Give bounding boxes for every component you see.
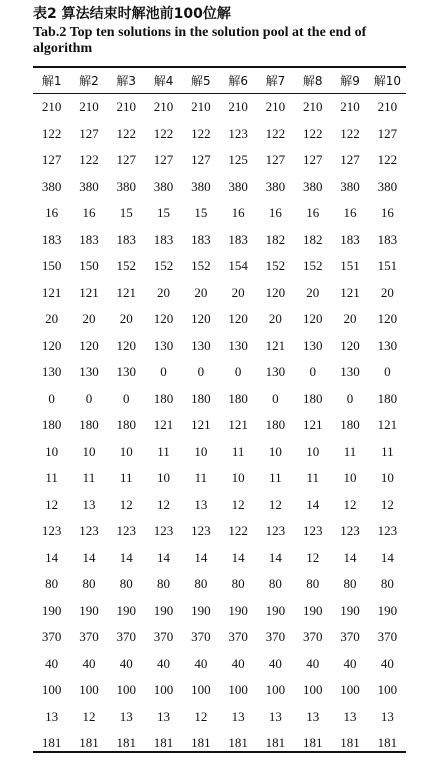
- column-header: 解2: [79, 74, 99, 88]
- table-cell: 100: [153, 682, 174, 698]
- table-cell: 16: [380, 205, 394, 221]
- table-cell: 380: [153, 178, 174, 194]
- table-cell: 121: [191, 417, 211, 433]
- table-cell: 40: [119, 655, 133, 671]
- table-cell: 151: [377, 258, 398, 274]
- table-cell: 121: [340, 284, 360, 300]
- table-cell: 183: [153, 231, 174, 247]
- table-cell: 122: [116, 125, 136, 141]
- table-cell: 151: [340, 258, 360, 274]
- table-cell: 13: [194, 496, 208, 512]
- table-cell: 13: [380, 708, 394, 724]
- table-cell: 370: [228, 629, 248, 645]
- caption-chinese: 表2 算法结束时解池前100位解: [33, 6, 231, 22]
- table-cell: 130: [302, 337, 323, 353]
- table-cell: 180: [228, 390, 248, 406]
- table-cell: 10: [119, 443, 133, 459]
- table-cell: 12: [82, 708, 96, 724]
- table-cell: 80: [306, 576, 320, 592]
- table-cell: 121: [228, 417, 248, 433]
- table-cell: 181: [302, 735, 323, 751]
- table-cell: 370: [265, 629, 286, 645]
- column-header: 解5: [191, 74, 211, 88]
- table-cell: 0: [346, 390, 354, 406]
- table-cell: 130: [340, 364, 360, 380]
- table-cell: 182: [302, 231, 323, 247]
- table-cell: 100: [228, 682, 248, 698]
- table-cell: 10: [194, 443, 208, 459]
- table-cell: 130: [265, 364, 286, 380]
- table-cell: 190: [302, 602, 323, 618]
- table-cell: 210: [377, 99, 398, 115]
- table-cell: 11: [343, 443, 357, 459]
- table-cell: 182: [265, 231, 286, 247]
- table-cell: 183: [79, 231, 99, 247]
- table-cell: 100: [116, 682, 136, 698]
- table-cell: 15: [119, 205, 133, 221]
- table-cell: 370: [153, 629, 174, 645]
- table-row: [33, 121, 406, 148]
- table-cell: 13: [119, 708, 133, 724]
- table-cell: 20: [45, 311, 59, 327]
- table-cell: 127: [41, 152, 62, 168]
- table-cell: 0: [272, 390, 279, 406]
- table-cell: 180: [377, 390, 398, 406]
- table-cell: 181: [153, 735, 174, 751]
- table-cell: 14: [268, 549, 282, 565]
- table-cell: 152: [191, 258, 211, 274]
- table-cell: 11: [306, 470, 319, 486]
- table-cell: 0: [85, 390, 93, 406]
- bottom-rule: [33, 751, 406, 753]
- table-cell: 180: [41, 417, 62, 433]
- table-cell: 123: [377, 523, 398, 539]
- table-cell: 120: [265, 284, 286, 300]
- table-cell: 127: [340, 152, 360, 168]
- table-cell: 380: [41, 178, 62, 194]
- table-cell: 121: [302, 417, 323, 433]
- table-cell: 12: [119, 496, 133, 512]
- table-cell: 130: [191, 337, 211, 353]
- table-cell: 181: [228, 735, 248, 751]
- table-cell: 121: [41, 284, 62, 300]
- table-cell: 190: [340, 602, 360, 618]
- table-row: [33, 253, 406, 280]
- table-cell: 180: [79, 417, 99, 433]
- table-cell: 120: [153, 311, 174, 327]
- table-cell: 370: [79, 629, 99, 645]
- table-cell: 13: [306, 708, 320, 724]
- table-cell: 121: [79, 284, 99, 300]
- table-cell: 16: [45, 205, 59, 221]
- table-row: [33, 94, 406, 121]
- table-cell: 10: [82, 443, 96, 459]
- table-cell: 154: [228, 258, 248, 274]
- table-cell: 180: [153, 390, 174, 406]
- column-header: 解1: [41, 74, 62, 88]
- table-cell: 16: [343, 205, 357, 221]
- table-cell: 120: [228, 311, 248, 327]
- table-cell: 11: [45, 470, 58, 486]
- table-cell: 122: [153, 125, 174, 141]
- table-row: [33, 306, 406, 333]
- table-row: [33, 200, 406, 227]
- table-cell: 0: [309, 364, 316, 380]
- table-cell: 183: [377, 231, 398, 247]
- table-cell: 20: [194, 284, 208, 300]
- table-cell: 190: [191, 602, 211, 618]
- table-cell: 210: [191, 99, 211, 115]
- table-cell: 183: [116, 231, 136, 247]
- table-cell: 12: [194, 708, 208, 724]
- table-cell: 40: [306, 655, 320, 671]
- table-cell: 123: [79, 523, 99, 539]
- table-cell: 0: [197, 364, 205, 380]
- table-cell: 120: [41, 337, 62, 353]
- table-cell: 122: [265, 125, 286, 141]
- table-cell: 13: [343, 708, 357, 724]
- table-cell: 16: [268, 205, 282, 221]
- table-cell: 210: [153, 99, 174, 115]
- table-cell: 121: [153, 417, 174, 433]
- table-row: [33, 571, 406, 598]
- table-cell: 12: [306, 549, 320, 565]
- table-cell: 370: [340, 629, 360, 645]
- table-cell: 14: [119, 549, 133, 565]
- table-cell: 190: [265, 602, 286, 618]
- table-cell: 183: [340, 231, 360, 247]
- table-cell: 121: [116, 284, 136, 300]
- table-row: [33, 412, 406, 439]
- table-cell: 15: [194, 205, 208, 221]
- table-cell: 80: [268, 576, 282, 592]
- table-cell: 14: [82, 549, 96, 565]
- table-cell: 13: [231, 708, 245, 724]
- table-cell: 80: [231, 576, 245, 592]
- table-cell: 100: [191, 682, 211, 698]
- table-row: [33, 227, 406, 254]
- table-cell: 16: [82, 205, 96, 221]
- table-cell: 80: [380, 576, 394, 592]
- table-cell: 11: [157, 443, 170, 459]
- table-cell: 80: [119, 576, 133, 592]
- table-cell: 11: [381, 443, 394, 459]
- table-cell: 370: [302, 629, 323, 645]
- table-cell: 190: [377, 602, 398, 618]
- table-cell: 380: [377, 178, 398, 194]
- table-cell: 181: [377, 735, 398, 751]
- table-cell: 40: [82, 655, 96, 671]
- table-cell: 0: [122, 390, 130, 406]
- table-row: [33, 624, 406, 651]
- table-cell: 130: [228, 337, 248, 353]
- table-row: [33, 174, 406, 201]
- table-cell: 130: [41, 364, 62, 380]
- table-cell: 10: [231, 470, 245, 486]
- table-cell: 180: [191, 390, 211, 406]
- table-cell: 14: [380, 549, 394, 565]
- table-row: [33, 518, 406, 545]
- table-cell: 152: [265, 258, 286, 274]
- table-cell: 181: [191, 735, 211, 751]
- table-cell: 152: [116, 258, 136, 274]
- table-cell: 80: [157, 576, 171, 592]
- table-cell: 12: [380, 496, 394, 512]
- table-cell: 12: [343, 496, 357, 512]
- table-cell: 183: [228, 231, 248, 247]
- table-cell: 210: [302, 99, 323, 115]
- table-cell: 20: [231, 284, 245, 300]
- table-cell: 0: [48, 390, 55, 406]
- table-cell: 14: [231, 549, 245, 565]
- table-cell: 100: [377, 682, 398, 698]
- table-cell: 210: [228, 99, 248, 115]
- table-row: [33, 280, 406, 307]
- table-cell: 180: [340, 417, 360, 433]
- table-cell: 122: [228, 523, 248, 539]
- table-cell: 20: [82, 311, 96, 327]
- table-cell: 190: [153, 602, 174, 618]
- table-cell: 80: [343, 576, 357, 592]
- table-cell: 210: [340, 99, 360, 115]
- table-cell: 11: [269, 470, 282, 486]
- table-cell: 127: [302, 152, 323, 168]
- table-cell: 125: [228, 152, 248, 168]
- table-cell: 127: [79, 125, 99, 141]
- column-header: 解6: [228, 74, 248, 88]
- table-cell: 20: [119, 311, 133, 327]
- table-cell: 13: [45, 708, 59, 724]
- table-cell: 121: [377, 417, 398, 433]
- table-row: [33, 465, 406, 492]
- table-cell: 40: [380, 655, 394, 671]
- table-cell: 40: [194, 655, 208, 671]
- table-cell: 122: [340, 125, 360, 141]
- column-header: 解9: [340, 74, 360, 88]
- table-cell: 152: [302, 258, 323, 274]
- table-cell: 14: [306, 496, 320, 512]
- table-header: [33, 68, 406, 93]
- table-cell: 10: [268, 443, 282, 459]
- table-cell: 13: [82, 496, 96, 512]
- table-cell: 181: [116, 735, 136, 751]
- caption-english: Tab.2 Top ten solutions in the solution pool at the end of algorithm: [33, 25, 367, 56]
- table-cell: 100: [41, 682, 62, 698]
- table-cell: 122: [41, 125, 62, 141]
- table-cell: 40: [45, 655, 59, 671]
- table-row: [33, 598, 406, 625]
- table-row: [33, 651, 406, 678]
- table-row: [33, 704, 406, 731]
- table-cell: 123: [116, 523, 136, 539]
- table-cell: 13: [268, 708, 282, 724]
- table-cell: 14: [157, 549, 171, 565]
- table-cell: 12: [231, 496, 245, 512]
- table-cell: 380: [191, 178, 211, 194]
- table-cell: 123: [41, 523, 62, 539]
- column-header: 解4: [153, 74, 174, 88]
- table-cell: 80: [82, 576, 96, 592]
- table-cell: 20: [268, 311, 282, 327]
- table-cell: 14: [45, 549, 59, 565]
- table-cell: 100: [340, 682, 360, 698]
- table-cell: 122: [377, 152, 398, 168]
- table-cell: 10: [343, 470, 357, 486]
- table-cell: 190: [228, 602, 248, 618]
- table-cell: 100: [302, 682, 323, 698]
- table-cell: 16: [231, 205, 245, 221]
- table-cell: 80: [194, 576, 208, 592]
- table-cell: 20: [157, 284, 171, 300]
- table-cell: 130: [153, 337, 174, 353]
- table-cell: 10: [157, 470, 171, 486]
- table-cell: 123: [265, 523, 286, 539]
- table-cell: 181: [265, 735, 286, 751]
- table-cell: 120: [302, 311, 323, 327]
- table-cell: 190: [41, 602, 62, 618]
- table-cell: 127: [116, 152, 136, 168]
- table-cell: 370: [191, 629, 211, 645]
- table-cell: 20: [380, 284, 394, 300]
- table-cell: 12: [45, 496, 59, 512]
- table-cell: 127: [191, 152, 211, 168]
- table-cell: 123: [340, 523, 360, 539]
- table-cell: 16: [306, 205, 320, 221]
- table-cell: 127: [265, 152, 286, 168]
- table-cell: 130: [116, 364, 136, 380]
- table-caption: [33, 6, 413, 57]
- table-cell: 180: [116, 417, 136, 433]
- table-cell: 122: [191, 125, 211, 141]
- table-body: [33, 94, 406, 757]
- column-header: 解10: [373, 74, 401, 88]
- table-cell: 190: [79, 602, 99, 618]
- column-header: 解8: [302, 74, 323, 88]
- table-row: [33, 439, 406, 466]
- table-row: [33, 333, 406, 360]
- table-cell: 130: [377, 337, 398, 353]
- table-row: [33, 677, 406, 704]
- table-cell: 11: [194, 470, 208, 486]
- table-cell: 380: [116, 178, 136, 194]
- table-row: [33, 492, 406, 519]
- table-cell: 130: [79, 364, 99, 380]
- table-cell: 210: [116, 99, 136, 115]
- table-cell: 11: [119, 470, 133, 486]
- table-cell: 183: [191, 231, 211, 247]
- table-cell: 20: [306, 284, 320, 300]
- table-cell: 183: [41, 231, 62, 247]
- table-cell: 40: [231, 655, 245, 671]
- table-cell: 10: [380, 470, 394, 486]
- table-cell: 120: [340, 337, 360, 353]
- table-cell: 181: [41, 735, 62, 751]
- table-cell: 127: [377, 125, 398, 141]
- table-cell: 210: [265, 99, 286, 115]
- table-cell: 380: [302, 178, 323, 194]
- table-cell: 14: [343, 549, 357, 565]
- table-cell: 370: [116, 629, 136, 645]
- table-cell: 10: [45, 443, 59, 459]
- table-cell: 122: [79, 152, 99, 168]
- table-cell: 370: [41, 629, 62, 645]
- table-cell: 123: [191, 523, 211, 539]
- table-row: [33, 386, 406, 413]
- table-cell: 121: [265, 337, 286, 353]
- table-cell: 210: [79, 99, 99, 115]
- table-cell: 12: [157, 496, 171, 512]
- table-row: [33, 359, 406, 386]
- table-cell: 380: [228, 178, 248, 194]
- table-cell: 150: [41, 258, 62, 274]
- table-cell: 13: [157, 708, 171, 724]
- table-cell: 127: [153, 152, 174, 168]
- table-cell: 11: [231, 443, 245, 459]
- table-cell: 122: [302, 125, 323, 141]
- table-cell: 0: [160, 364, 167, 380]
- table-cell: 40: [268, 655, 282, 671]
- table-cell: 123: [153, 523, 174, 539]
- solutions-table: [33, 94, 406, 757]
- table-cell: 12: [268, 496, 282, 512]
- table-cell: 10: [306, 443, 320, 459]
- header-row: [33, 68, 406, 93]
- table-cell: 0: [234, 364, 242, 380]
- column-header: 解7: [265, 74, 286, 88]
- table-cell: 14: [194, 549, 208, 565]
- table-cell: 120: [377, 311, 398, 327]
- table-cell: 120: [191, 311, 211, 327]
- table-cell: 20: [343, 311, 357, 327]
- table-cell: 100: [79, 682, 99, 698]
- table-cell: 380: [340, 178, 360, 194]
- table-cell: 40: [157, 655, 171, 671]
- table-row: [33, 545, 406, 572]
- table-cell: 40: [343, 655, 357, 671]
- table-cell: 80: [45, 576, 59, 592]
- table-cell: 380: [79, 178, 99, 194]
- table-cell: 123: [302, 523, 323, 539]
- table-cell: 180: [302, 390, 323, 406]
- table-cell: 181: [340, 735, 360, 751]
- table-cell: 11: [82, 470, 96, 486]
- table-cell: 120: [79, 337, 99, 353]
- table-cell: 15: [157, 205, 171, 221]
- table-cell: 152: [153, 258, 174, 274]
- table-cell: 123: [228, 125, 248, 141]
- table-cell: 370: [377, 629, 398, 645]
- table-cell: 100: [265, 682, 286, 698]
- table-cell: 190: [116, 602, 136, 618]
- table-cell: 380: [265, 178, 286, 194]
- table-cell: 0: [384, 364, 391, 380]
- table-cell: 150: [79, 258, 99, 274]
- table-cell: 120: [116, 337, 136, 353]
- table-cell: 180: [265, 417, 286, 433]
- column-header: 解3: [116, 74, 137, 88]
- table-cell: 181: [79, 735, 99, 751]
- table-row: [33, 147, 406, 174]
- table-cell: 210: [41, 99, 62, 115]
